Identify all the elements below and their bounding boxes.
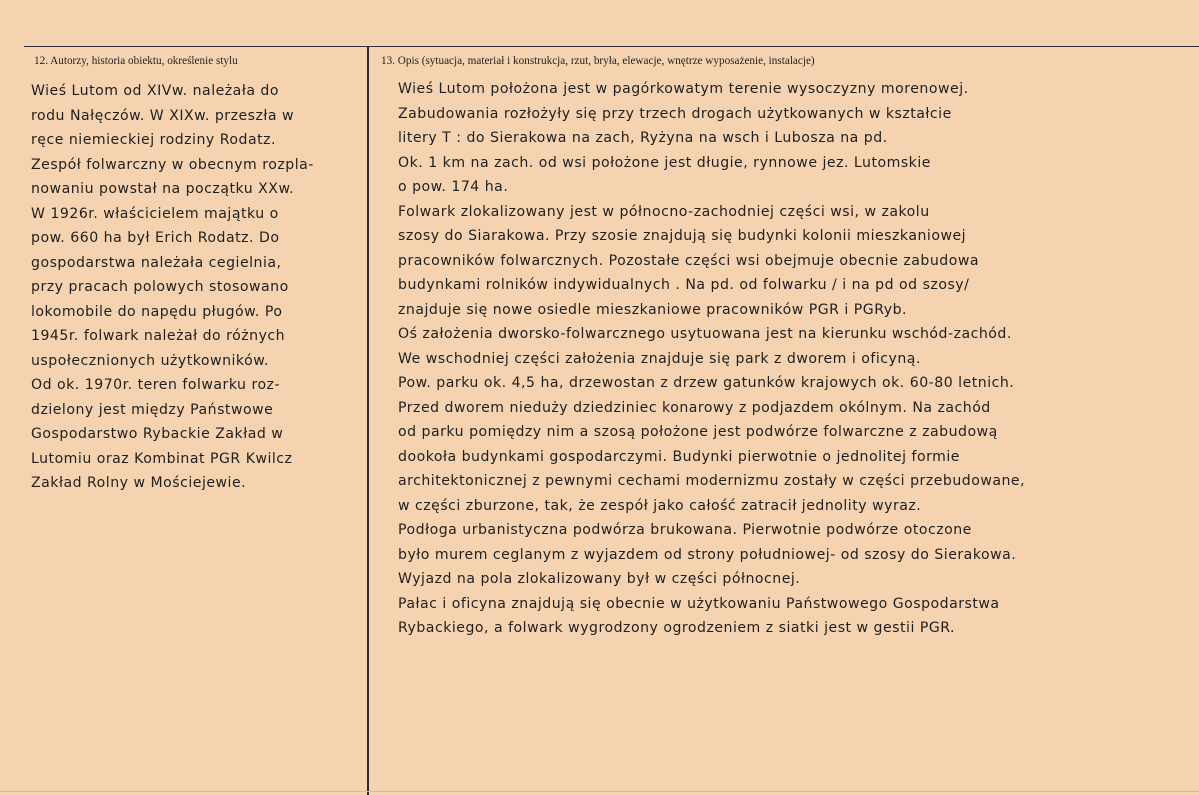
text-line: litery T : do Sierakowa na zach, Ryżyna na wsch i Lubosza na pd. [398,130,888,146]
text-line: budynkami rolników indywidualnych . Na pd. od folwarku / i na pd od szosy/ [398,277,970,293]
text-line: 1945r. folwark należał do różnych [31,328,286,344]
text-line: Od ok. 1970r. teren folwarku roz- [31,377,281,393]
text-line: dzielony jest między Państwowe [31,401,274,418]
text-line: lokomobile do napędu pługów. Po [31,303,283,320]
text-line: pracowników folwarcznych. Pozostałe części wsi obejmuje obecnie zabudowa [398,252,980,269]
column-divider [367,46,369,795]
text-line: nowaniu powstał na początku XXw. [31,181,295,197]
text-line: Gospodarstwo Rybackie Zakład w [31,426,284,442]
text-line: Oś założenia dworsko-folwarcznego usytuowana jest na kierunku wschód-zachód. [398,326,1012,342]
text-line: przy pracach polowych stosowano [31,279,289,295]
text-line: Zakład Rolny w Mościejewie. [31,475,247,491]
text-line: znajduje się nowe osiedle mieszkaniowe pracowników PGR i PGRyb. [398,301,908,318]
text-line: Podłoga urbanistyczna podwórza brukowana. Pierwotnie podwórze otoczone [398,522,972,538]
text-line: rodu Nałęczów. W XIXw. przeszła w [31,107,295,124]
text-line: Pałac i oficyna znajdują się obecnie w użytkowaniu Państwowego Gospodarstwa [398,595,1000,612]
text-line: Wieś Lutom od XIVw. należała do [31,83,280,99]
text-line: Zespół folwarczny w obecnym rozpla- [31,156,314,173]
top-rule [24,46,1199,47]
text-line: Rybackiego, a folwark wygrodzony ogrodzeniem z siatki jest w gestii PGR. [398,620,956,636]
text-line: Wyjazd na pola zlokalizowany był w części północnej. [398,571,801,587]
text-line: uspołecznionych użytkowników. [31,352,269,369]
text-line: Pow. parku ok. 4,5 ha, drzewostan z drzew gatunków krajowych ok. 60-80 letnich. [398,375,1015,391]
text-line: o pow. 174 ha. [398,179,509,195]
text-line: ręce niemieckiej rodziny Rodatz. [31,132,276,148]
text-line: w części zburzone, tak, że zespół jako całość zatracił jednolity wyraz. [398,497,922,514]
section-13-header: 13. Opis (sytuacja, materiał i konstrukcja, rzut, bryła, elewacje, wnętrze wyposażenie, instalacje) [381,55,815,67]
text-line: Lutomiu oraz Kombinat PGR Kwilcz [31,450,293,467]
text-line: Zabudowania rozłożyły się przy trzech drogach użytkowanych w kształcie [398,105,952,122]
text-line: szosy do Siarakowa. Przy szosie znajdują się budynki kolonii mieszkaniowej [398,228,967,244]
text-line: Przed dworem nieduży dziedziniec konarowy z podjazdem okólnym. Na zachód [398,399,991,416]
text-line: gospodarstwa należała cegielnia, [31,254,282,271]
text-line: Folwark zlokalizowany jest w północno-zachodniej części wsi, w zakolu [398,203,930,220]
bottom-edge [0,791,1199,792]
text-line: było murem ceglanym z wyjazdem od strony południowej- od szosy do Sierakowa. [398,546,1017,563]
section-12-header: 12. Autorzy, historia obiektu, określenie stylu [34,55,238,67]
text-line: Ok. 1 km na zach. od wsi położone jest długie, rynnowe jez. Lutomskie [398,154,931,171]
text-line: od parku pomiędzy nim a szosą położone jest podwórze folwarczne z zabudową [398,424,998,440]
text-line: W 1926r. właścicielem majątku o [31,205,279,222]
text-line: dookoła budynkami gospodarczymi. Budynki pierwotnie o jednolitej formie [398,448,960,465]
text-line: We wschodniej części założenia znajduje się park z dworem i oficyną. [398,350,921,367]
text-line: pow. 660 ha był Erich Rodatz. Do [31,230,280,246]
text-line: Wieś Lutom położona jest w pagórkowatym terenie wysoczyzny morenowej. [398,81,969,97]
text-line: architektonicznej z pewnymi cechami modernizmu zostały w części przebudowane, [398,473,1026,489]
